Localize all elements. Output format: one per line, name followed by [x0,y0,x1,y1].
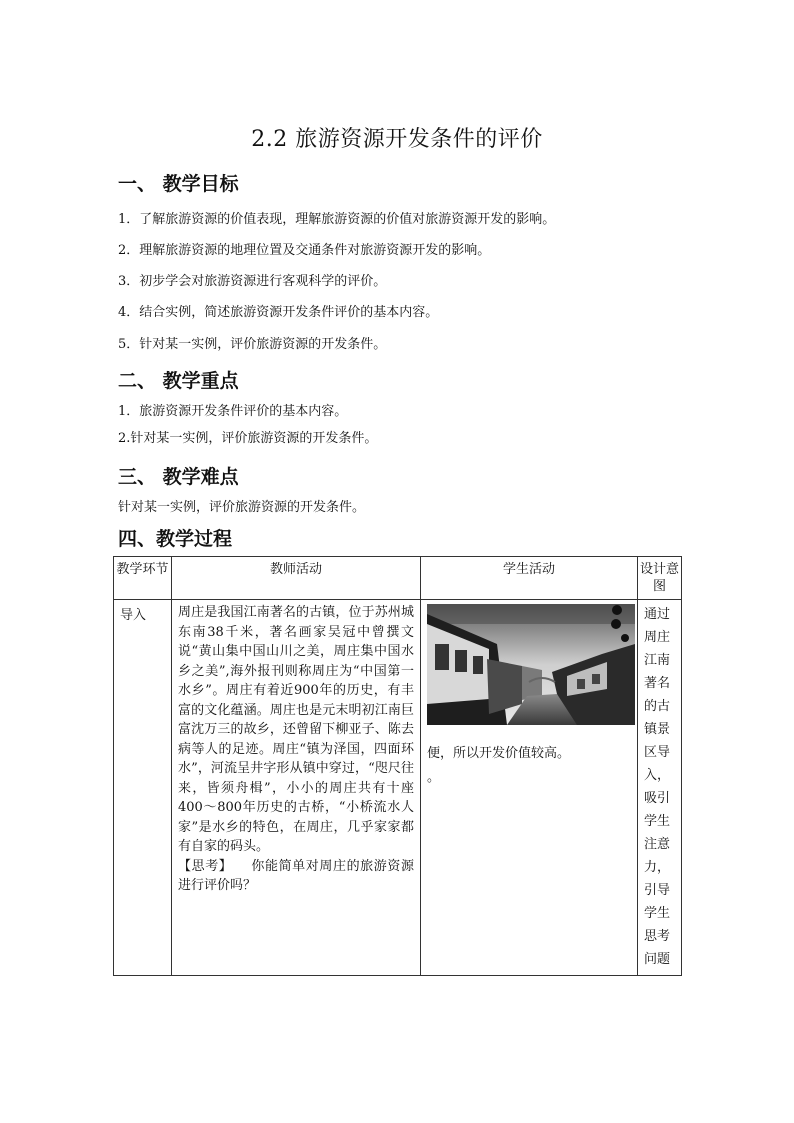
goal-item: 4．结合实例，简述旅游资源开发条件评价的基本内容。 [118,305,439,320]
page-title: 2.2 旅游资源开发条件的评价 [251,127,543,152]
heading-process: 四、教学过程 [118,528,233,550]
table-row [114,600,682,976]
stage-cell: 导入 [114,600,172,976]
key-point-item: 2.针对某一实例，评价旅游资源的开发条件。 [118,431,378,446]
goal-item: 5．针对某一实例，评价旅游资源的开发条件。 [118,337,387,352]
teacher-activity-cell [172,600,421,976]
think-question: 你能简单对周庄的旅游资源进行评价吗？ [178,858,414,893]
teacher-activity-text: 周庄是我国江南著名的古镇，位于苏州城东南38千米，著名画家吴冠中曾撰文说“黄山集中国山川之美，周庄集中国水乡之美”,海外报刊则称周庄为“中国第一水乡”。周庄有着近900年的历史，有丰富的文化蕴涵。周庄也是元末明初江南巨富沈万三的故乡，还曾留下柳亚子、陈去病等人的足迹。周庄“镇为泽国，四面环水”，河流呈井字形从镇中穿过，“咫尺往来，皆须舟楫”，小小的周庄共有十座400～800年历史的古桥，“小桥流水人家”是水乡的特色，在周庄，几乎家家都有自家的码头。 [178,605,414,854]
goal-item: 1．了解旅游资源的价值表现，理解旅游资源的价值对旅游资源开发的影响。 [118,212,556,227]
student-text-line: 便，所以开发价值较高。 [427,746,571,761]
heading-key-points: 二、 教学重点 [118,370,239,392]
goal-item: 3．初步学会对旅游资源进行客观科学的评价。 [118,274,387,289]
column-header-design: 设计意图 [638,557,682,600]
think-label: 【思考】 [178,858,233,874]
process-table [113,556,682,976]
heading-goals: 一、 教学目标 [118,173,239,195]
student-activity-cell [421,600,638,976]
design-intent-cell: 通过周庄江南著名的古镇景区导入，吸引学生注意力，引导学生思考问题 [638,600,682,976]
column-header-student: 学生活动 [421,557,638,600]
column-header-teacher: 教师活动 [172,557,421,600]
column-header-stage: 教学环节 [114,557,172,600]
goal-item: 2．理解旅游资源的地理位置及交通条件对旅游资源开发的影响。 [118,243,491,258]
key-point-item: 1．旅游资源开发条件评价的基本内容。 [118,404,348,419]
table-header-row [114,557,682,600]
student-text-line: 。 [427,770,441,785]
student-activity-text [427,742,631,790]
difficulty-item: 针对某一实例，评价旅游资源的开发条件。 [118,500,366,515]
zhouzhuang-canal-photo [427,604,635,725]
heading-difficulties: 三、 教学难点 [118,466,239,488]
